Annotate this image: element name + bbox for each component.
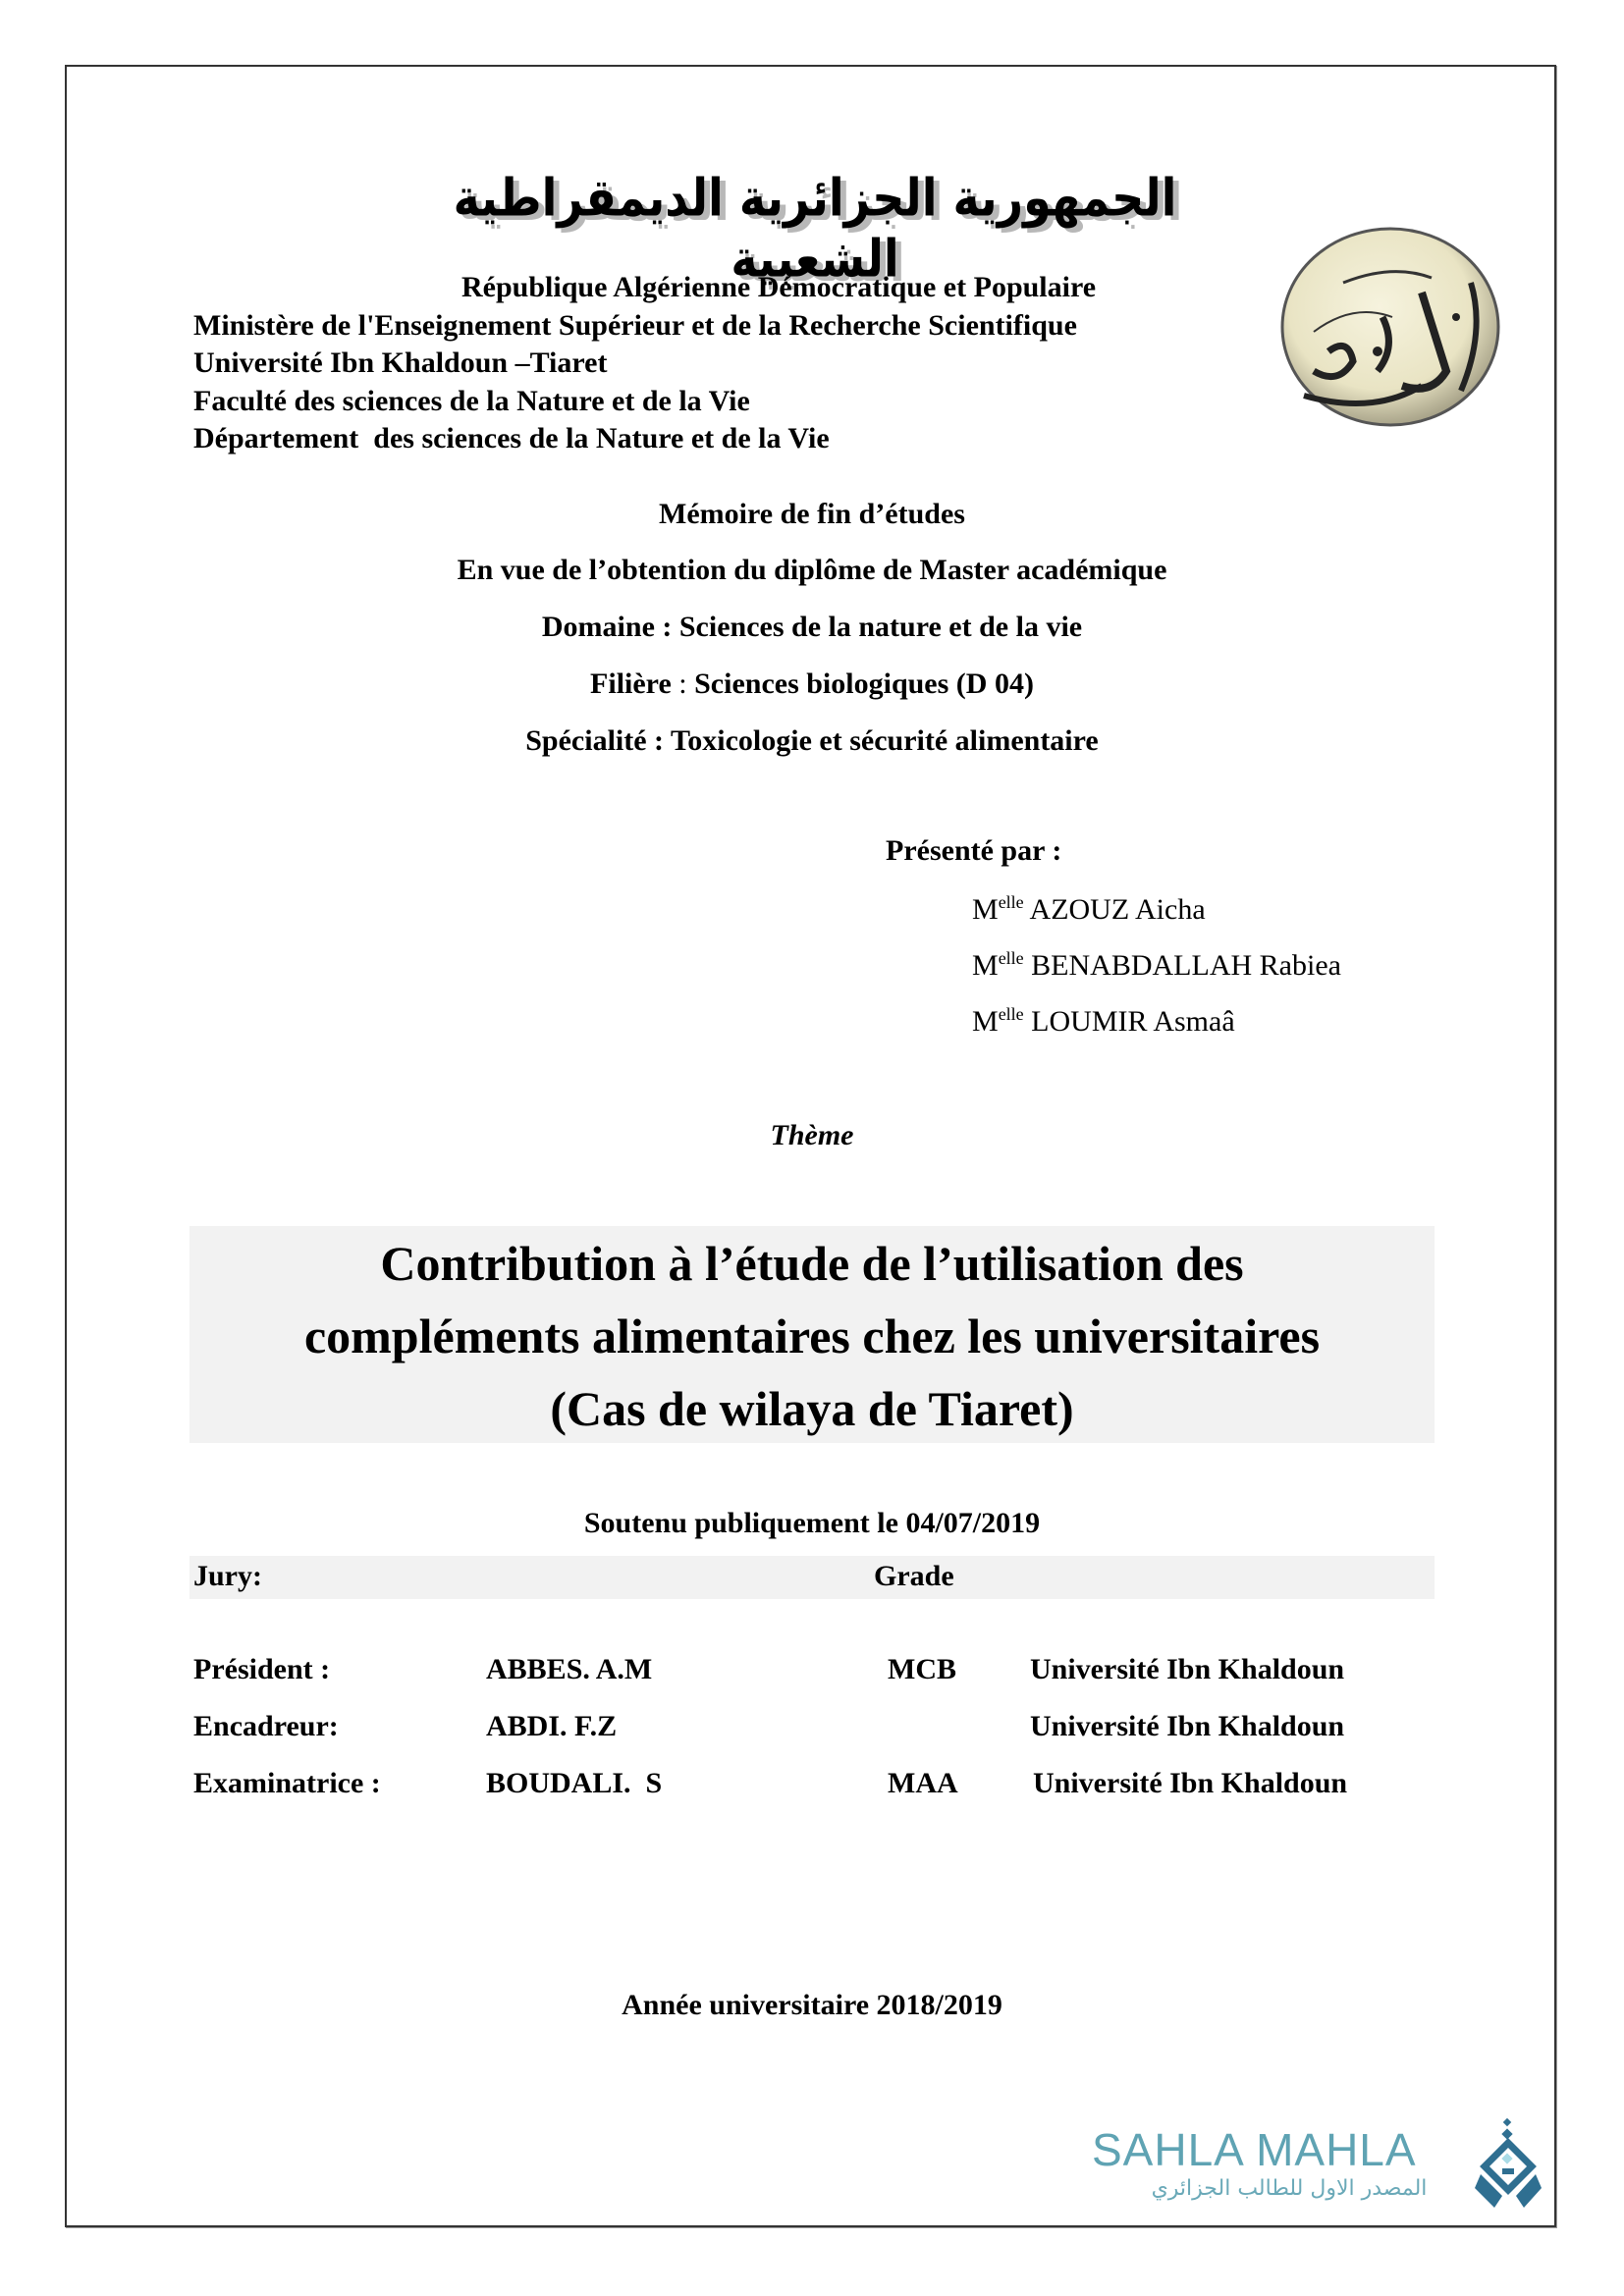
- presented-by-section: [886, 834, 1341, 1049]
- arabic-republic-title: الجمهورية الجزائرية الديمقراطية الشعبية: [453, 166, 1177, 290]
- specialty-value: Toxicologie et sécurité alimentaire: [671, 724, 1099, 757]
- defense-date: Soutenu publiquement le 04/07/2019: [583, 1507, 1041, 1539]
- jury-grade: MCB: [888, 1653, 956, 1685]
- jury-institution: Université Ibn Khaldoun: [1030, 1653, 1345, 1685]
- ministry-line: Ministère de l'Enseignement Supérieur et de la Recherche Scientifique: [193, 308, 1077, 342]
- republic-line: République Algérienne Démocratique et Populaire: [461, 271, 1097, 303]
- student-name: $M^{elle}$ LOUMIR Asmaâ: [972, 1004, 1235, 1038]
- university-logo: [1274, 224, 1506, 430]
- jury-role: Encadreur:: [193, 1710, 339, 1742]
- institution-header: [193, 269, 1096, 458]
- specialty-label: Spécialité :: [525, 724, 672, 757]
- academic-year: Année universitaire 2018/2019: [622, 1989, 1002, 2021]
- student-name: $M^{elle}$ AZOUZ Aicha: [972, 892, 1206, 926]
- filiere-label: Filière: [590, 667, 672, 700]
- jury-institution: Université Ibn Khaldoun: [1030, 1710, 1345, 1742]
- domain-label: Domaine :: [541, 611, 679, 643]
- thesis-title-line: compléments alimentaires chez les universitaires: [303, 1308, 1321, 1363]
- department-line: Département des sciences de la Nature et de la Vie: [193, 422, 830, 454]
- specialty-line: [189, 724, 1435, 758]
- thesis-title-line: (Cas de wilaya de Tiaret): [550, 1381, 1074, 1436]
- jury-header-bar: [189, 1556, 1435, 1599]
- domain-value: Sciences de la nature et de la vie: [678, 611, 1083, 643]
- student-name: $M^{elle}$ BENABDALLAH Rabiea: [972, 948, 1341, 982]
- jury-name: ABBES. A.M: [486, 1653, 653, 1685]
- jury-name: ABDI. F.Z: [486, 1710, 618, 1742]
- jury-name: BOUDALI. S: [486, 1767, 663, 1799]
- thesis-purpose: En vue de l’obtention du diplôme de Master académique: [457, 554, 1167, 586]
- faculty-line: Faculté des sciences de la Nature et de la Vie: [193, 384, 750, 417]
- grade-header-label: Grade: [874, 1560, 954, 1592]
- filiere-line: [189, 667, 1435, 701]
- watermark-arabic-text: المصدر الاول للطالب الجزائري: [1151, 2176, 1428, 2201]
- thesis-title-line: Contribution à l’étude de l’utilisation des: [380, 1236, 1244, 1291]
- jury-header-label: Jury:: [193, 1560, 262, 1592]
- jury-grade: MAA: [888, 1767, 958, 1799]
- jury-institution: Université Ibn Khaldoun: [1033, 1767, 1348, 1799]
- ibn-khaldoun-seal-icon: [1274, 224, 1506, 430]
- sahla-mahla-watermark: [1092, 2115, 1543, 2214]
- thesis-title-box: [189, 1226, 1435, 1443]
- university-line: Université Ibn Khaldoun –Tiaret: [193, 347, 608, 379]
- sahla-mahla-logo-icon: [1473, 2117, 1543, 2214]
- jury-role: Examinatrice :: [193, 1767, 381, 1799]
- jury-row: [193, 1767, 1435, 1806]
- theme-label: Thème: [770, 1119, 854, 1151]
- jury-row: [193, 1653, 1435, 1692]
- filiere-value: Sciences biologiques (D 04): [694, 667, 1034, 700]
- jury-row: [193, 1710, 1435, 1749]
- domain-line: [189, 611, 1435, 644]
- thesis-type: Mémoire de fin d’études: [659, 498, 965, 530]
- jury-role: Président :: [193, 1653, 331, 1685]
- filiere-separator: :: [671, 667, 695, 700]
- presented-by-label: Présenté par :: [886, 834, 1062, 867]
- watermark-text: SAHLA MAHLA: [1092, 2124, 1417, 2175]
